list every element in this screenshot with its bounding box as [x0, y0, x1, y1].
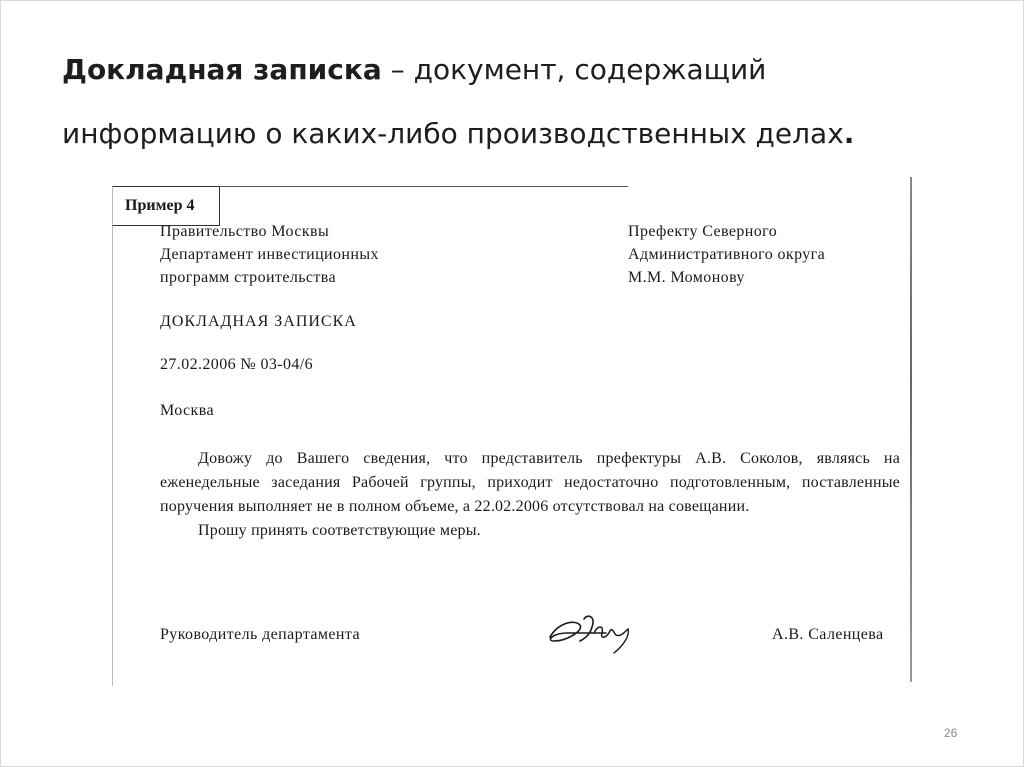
recipient-line-3: М.М. Момонову: [628, 269, 745, 286]
body-text: [160, 447, 900, 543]
slide-page-number: 26: [944, 726, 958, 740]
sender-line-1: Правительство Москвы: [160, 223, 330, 240]
signer-name: А.В. Саленцева: [772, 626, 884, 643]
title-line-2: [62, 102, 982, 166]
body-paragraph: Довожу до Вашего сведения, что представитель префектуры А.В. Соколов, являясь на еженедельные заседания Рабочей группы, приходит недостаточно подготовленным, поставленные поручения выполняет не в полном объеме, а 22.02.2006 отсутствовал на совещании.: [160, 450, 900, 515]
recipient-line-2: Административного округа: [628, 246, 826, 263]
title-line-1: [62, 38, 982, 102]
sender-line-2: Департамент инвестиционных: [160, 246, 379, 263]
scanned-document: [112, 183, 912, 688]
example-label: Пример 4: [112, 186, 220, 226]
title-period: .: [843, 117, 855, 150]
title-definition-start: – документ, содержащий: [381, 53, 767, 86]
signer-position: Руководитель департамента: [160, 626, 360, 643]
slide-title: [62, 38, 982, 166]
handwritten-signature: [544, 611, 644, 659]
recipient-line-1: Префекту Северного: [628, 223, 778, 240]
document-right-edge: [910, 177, 912, 682]
sender-line-3: программ строительства: [160, 269, 337, 286]
title-definition-end: информацию о каких-либо производственных делах: [62, 117, 844, 150]
title-term: Докладная записка: [62, 53, 382, 86]
document-left-edge: [112, 186, 113, 686]
place: Москва: [160, 402, 214, 419]
document-type: ДОКЛАДНАЯ ЗАПИСКА: [160, 313, 357, 330]
request-paragraph: Прошу принять соответствующие меры.: [198, 522, 481, 539]
date-and-number: 27.02.2006 № 03-04/6: [160, 356, 314, 373]
